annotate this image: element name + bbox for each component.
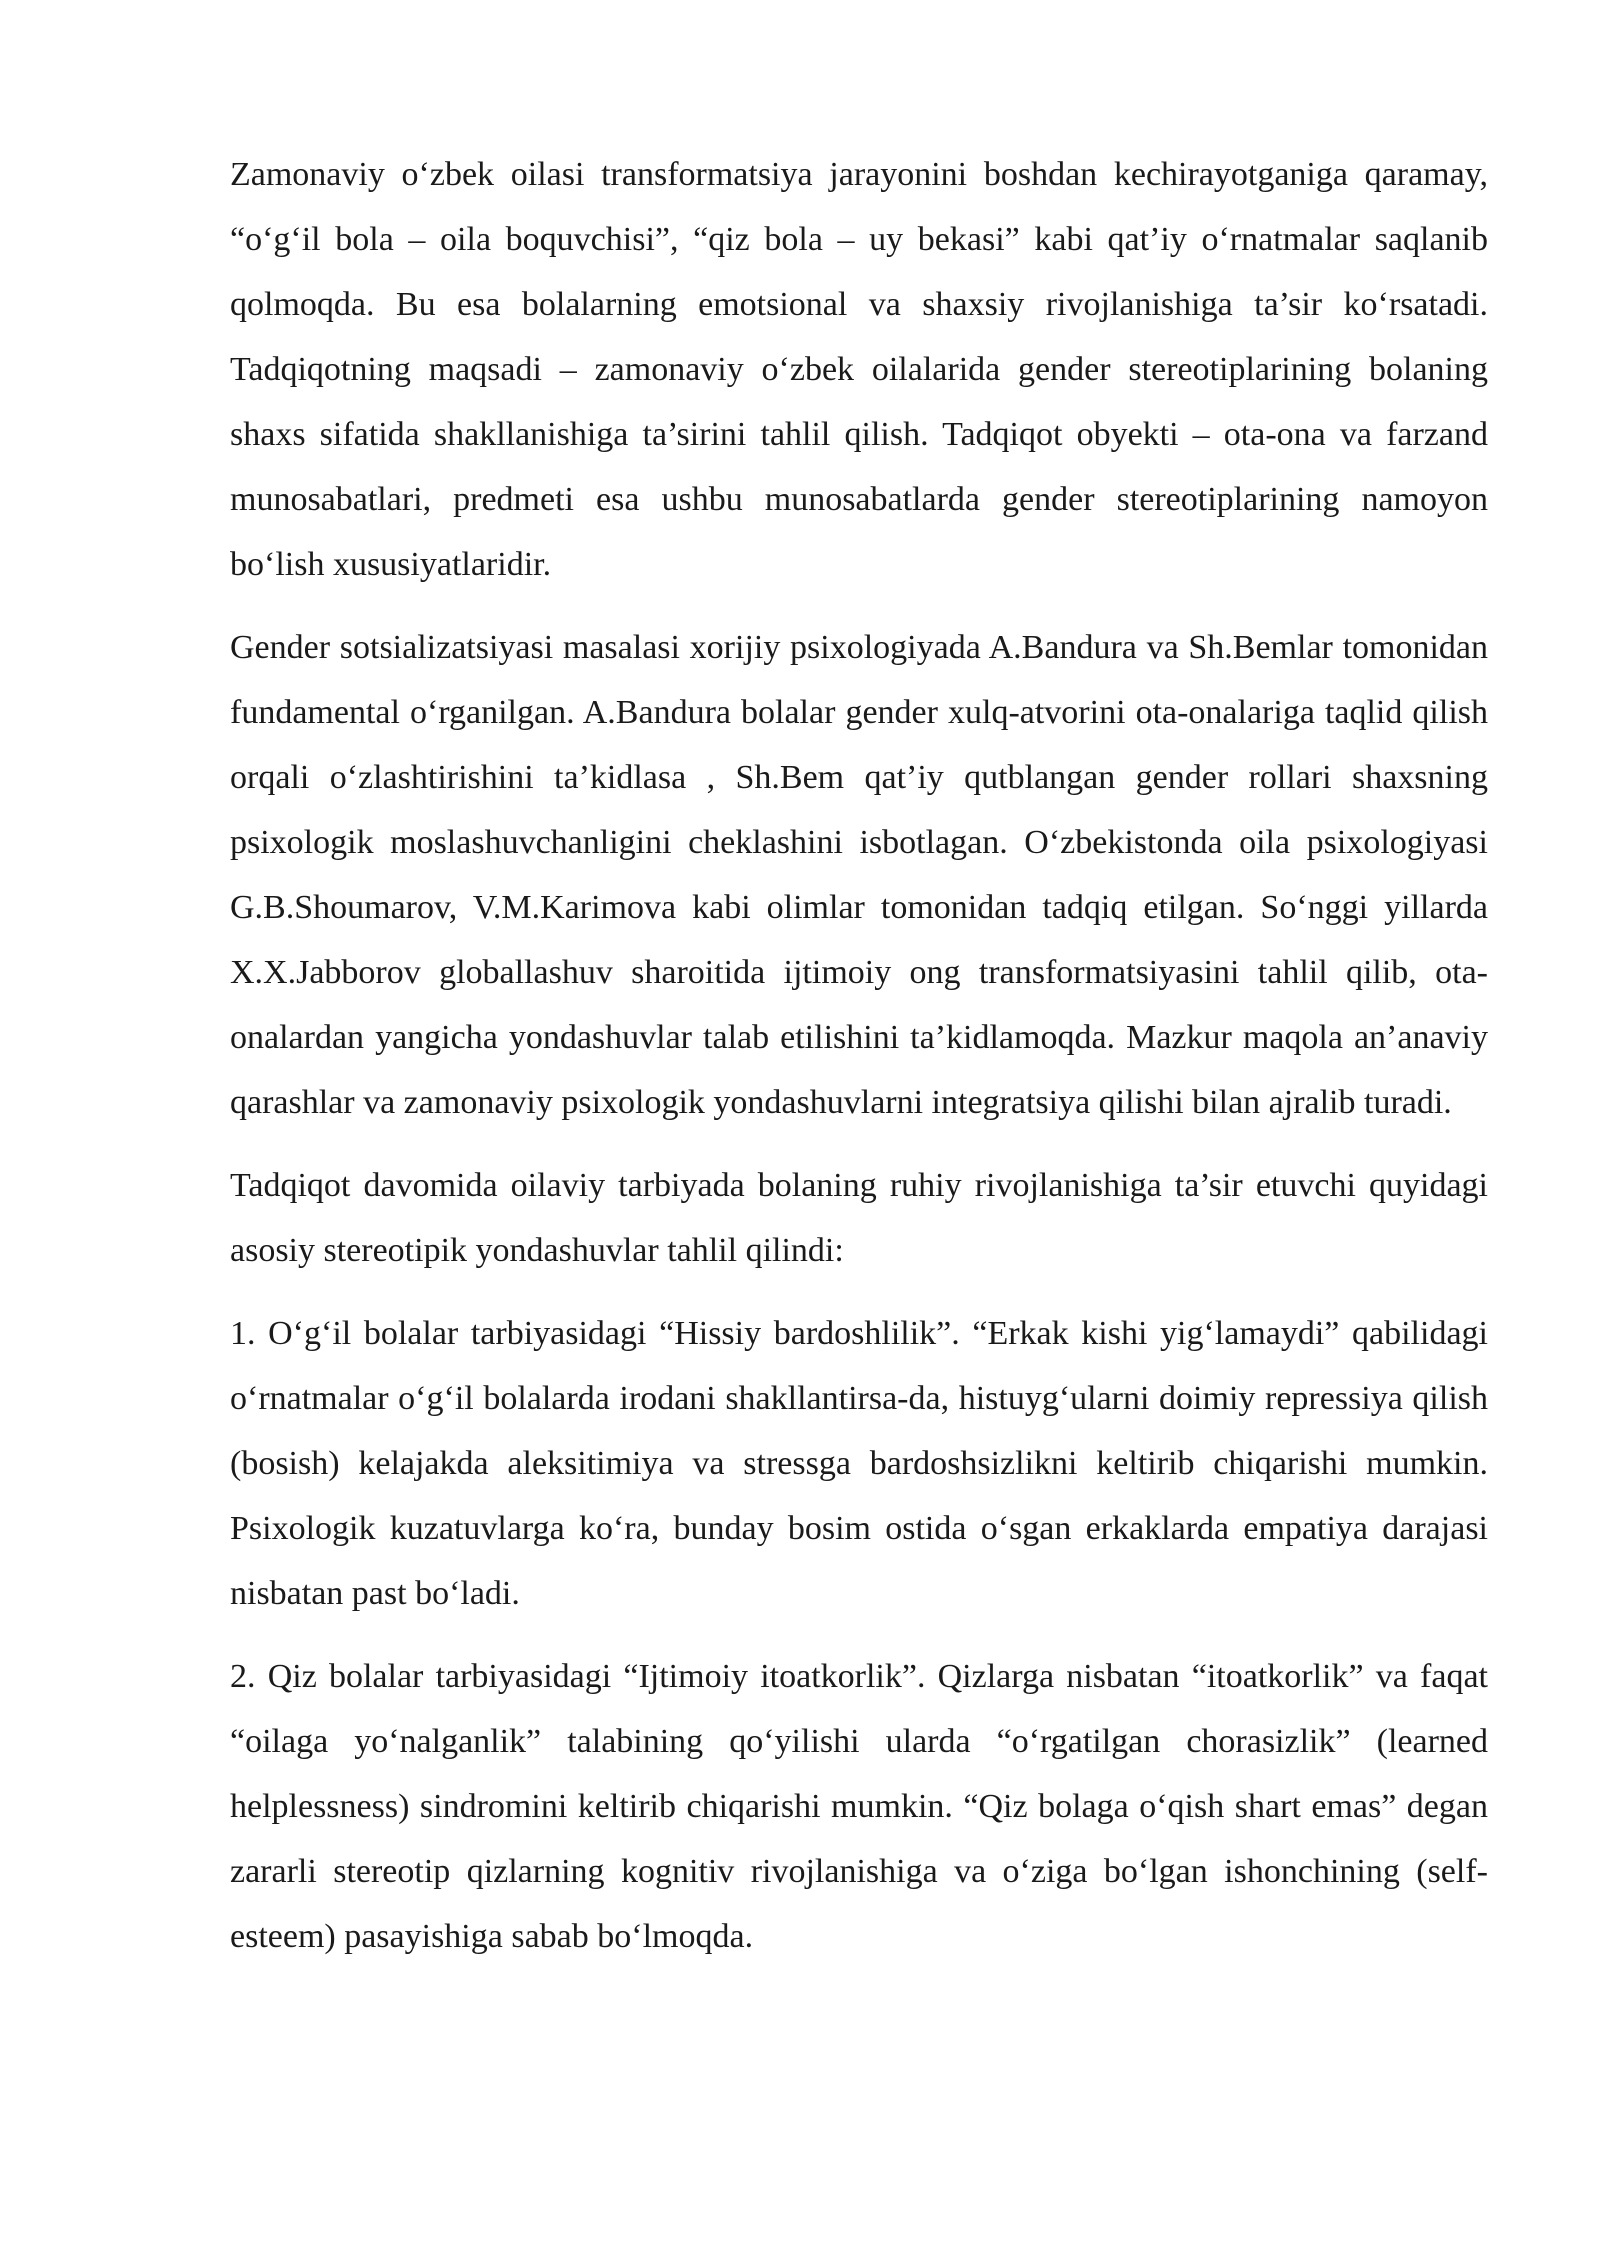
paragraph-point-2: 2. Qiz bolalar tarbiyasidagi “Ijtimoiy itoatkorlik”. Qizlarga nisbatan “itoatkorlik” va faqat “oilaga yo‘nalganlik” talabining qo‘yilishi ularda “o‘rgatilgan chorasizlik” (learned helplessness) sindromini keltirib chiqarishi mumkin. “Qiz bolaga o‘qish shart emas” degan zararli stereotip qizlarning kognitiv rivojlanishiga va o‘ziga bo‘lgan ishonchining (self-esteem) pasayishiga sabab bo‘lmoqda. <box>230 1658 1488 1955</box>
document-body <box>230 142 1488 1987</box>
paragraph-methods-intro: Tadqiqot davomida oilaviy tarbiyada bolaning ruhiy rivojlanishiga ta’sir etuvchi quyidagi asosiy stereotipik yondashuvlar tahlil qilindi: <box>230 1167 1488 1269</box>
paragraph-point-1: 1. O‘g‘il bolalar tarbiyasidagi “Hissiy bardoshlilik”. “Erkak kishi yig‘lamaydi” qabilidagi o‘rnatmalar o‘g‘il bolalarda irodani shakllantirsa-da, histuyg‘ularni doimiy repressiya qilish (bosish) kelajakda aleksitimiya va stressga bardoshsizlikni keltirib chiqarishi mumkin. Psixologik kuzatuvlarga ko‘ra, bunday bosim ostida o‘sgan erkaklarda empatiya darajasi nisbatan past bo‘ladi. <box>230 1315 1488 1612</box>
paragraph-introduction: Zamonaviy o‘zbek oilasi transformatsiya jarayonini boshdan kechirayotganiga qaramay, “o‘g‘il bola – oila boquvchisi”, “qiz bola – uy bekasi” kabi qat’iy o‘rnatmalar saqlanib qolmoqda. Bu esa bolalarning emotsional va shaxsiy rivojlanishiga ta’sir ko‘rsatadi. Tadqiqotning maqsadi – zamonaviy o‘zbek oilalarida gender stereotiplarining bolaning shaxs sifatida shakllanishiga ta’sirini tahlil qilish. Tadqiqot obyekti – ota-ona va farzand munosabatlari, predmeti esa ushbu munosabatlarda gender stereotiplarining namoyon bo‘lish xususiyatlaridir. <box>230 156 1488 583</box>
paragraph-literature-review: Gender sotsializatsiyasi masalasi xorijiy psixologiyada A.Bandura va Sh.Bemlar tomonidan fundamental o‘rganilgan. A.Bandura bolalar gender xulq-atvorini ota-onalariga taqlid qilish orqali o‘zlashtirishini ta’kidlasa , Sh.Bem qat’iy qutblangan gender rollari shaxsning psixologik moslashuvchanligini cheklashini isbotlagan. O‘zbekistonda oila psixologiyasi G.B.Shoumarov, V.M.Karimova kabi olimlar tomonidan tadqiq etilgan. So‘nggi yillarda X.X.Jabborov globallashuv sharoitida ijtimoiy ong transformatsiyasini tahlil qilib, ota-onalardan yangicha yondashuvlar talab etilishini ta’kidlamoqda. Mazkur maqola an’anaviy qarashlar va zamonaviy psixologik yondashuvlarni integratsiya qilishi bilan ajralib turadi. <box>230 629 1488 1121</box>
